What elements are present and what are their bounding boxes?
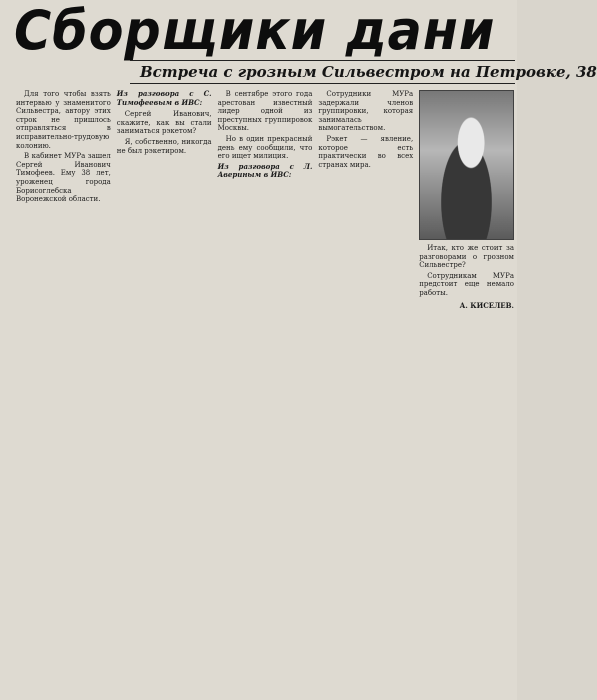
paragraph: Сотрудникам МУРа предстоит еще немало работы. bbox=[419, 271, 514, 297]
interview-heading: Из разговора с С. Тимофеевым в ИВС: bbox=[116, 89, 212, 107]
portrait-photo bbox=[419, 90, 514, 240]
paragraph: Сотрудники МУРа задержали членов группировки, которая занималась вымогательством. bbox=[318, 90, 414, 133]
article-column-4 bbox=[318, 90, 413, 695]
article-column-2 bbox=[117, 90, 212, 695]
paragraph: Рэкет — явление, которое есть практически во всех странах мира. bbox=[318, 134, 414, 169]
paragraph: Но в один прекрасный день ему сообщили, что его ищет милиция. bbox=[217, 134, 313, 161]
article-column-5 bbox=[419, 90, 514, 695]
article-column-1 bbox=[16, 90, 111, 695]
paragraph: В сентябре этого года арестован известный лидер одной из преступных группировок Москвы. bbox=[217, 90, 313, 133]
paragraph: В кабинет МУРа зашел Сергей Иванович Тимофеев. Ему 38 лет, уроженец города Борисоглебска Воронежской области. bbox=[16, 152, 111, 204]
article-columns bbox=[16, 90, 514, 695]
author-signature: А. КИСЕЛЕВ. bbox=[459, 300, 514, 310]
paragraph: Для того чтобы взять интервью у знаменитого Сильвестра, автору этих строк не пришлось отправляться в исправительно-трудовую колонию. bbox=[16, 90, 111, 150]
article-subhead: Встреча с грозным Сильвестром на Петровке, 38 bbox=[130, 60, 515, 84]
paragraph: Сергей Иванович, скажите, как вы стали заниматься рэкетом? bbox=[116, 110, 212, 136]
article-headline: Сборщики дани bbox=[14, 0, 496, 62]
paragraph: Я, собственно, никогда не был рэкетиром. bbox=[116, 137, 212, 155]
paragraph: Итак, кто же стоит за разговорами о грозном Сильвестре? bbox=[419, 244, 514, 270]
interview-heading: Из разговора с Л. Авериным в ИВС: bbox=[217, 161, 313, 180]
article-column-3 bbox=[218, 90, 313, 695]
